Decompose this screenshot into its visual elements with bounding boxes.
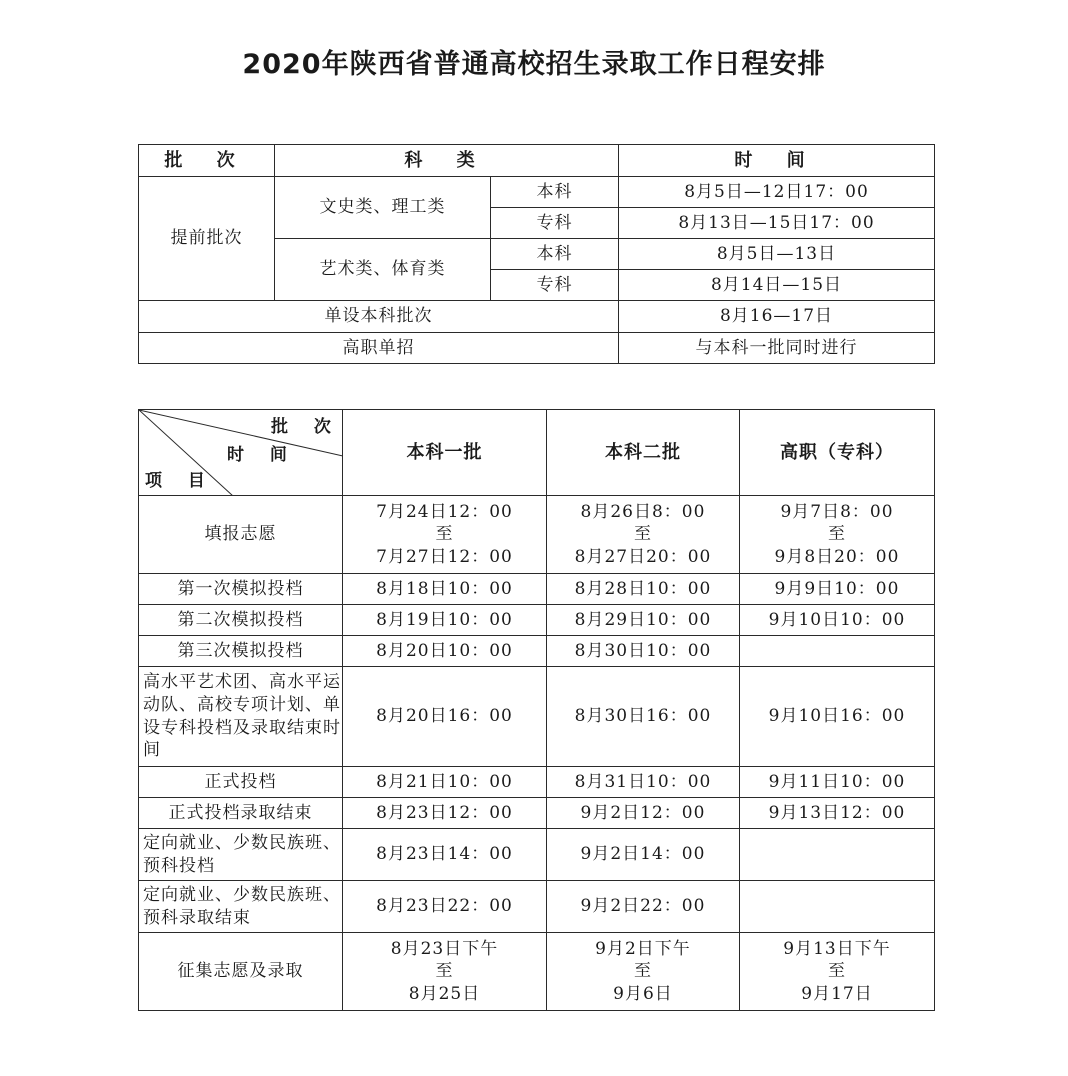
date-line: 9月9日10：00 <box>774 578 900 599</box>
table-row <box>139 177 935 208</box>
date-line: 8月19日10：00 <box>376 609 513 630</box>
date-line: 8月23日22：00 <box>376 896 513 917</box>
date-cell <box>343 496 547 574</box>
level-cell: 本科 <box>491 177 619 208</box>
item-label: 第三次模拟投档 <box>139 636 343 667</box>
header-batch: 批 次 <box>139 145 275 177</box>
date-line: 8月23日14：00 <box>376 844 513 865</box>
date-cell <box>740 574 935 605</box>
date-cell <box>547 667 740 767</box>
time-cell: 8月16—17日 <box>619 301 935 333</box>
date-line: 9月6日 <box>613 983 673 1004</box>
date-line: 9月8日20：00 <box>774 546 900 567</box>
time-cell: 与本科一批同时进行 <box>619 333 935 364</box>
item-label: 正式投档 <box>139 767 343 798</box>
date-line: 8月23日下午 <box>390 939 499 960</box>
table-row <box>139 496 935 574</box>
item-label: 填报志愿 <box>139 496 343 574</box>
corner-header <box>139 410 343 496</box>
date-cell <box>547 574 740 605</box>
row-label: 单设本科批次 <box>139 301 619 333</box>
table-row <box>139 605 935 636</box>
date-cell <box>343 605 547 636</box>
date-cell <box>740 496 935 574</box>
date-cell <box>343 667 547 767</box>
date-line: 8月18日10：00 <box>376 578 513 599</box>
time-cell: 8月5日—12日17：00 <box>619 177 935 208</box>
date-line: 8月28日10：00 <box>574 578 712 599</box>
date-line: 7月24日12：00 <box>376 502 513 523</box>
corner-time-label: 时 间 <box>227 445 297 465</box>
time-cell: 8月13日—15日17：00 <box>619 208 935 239</box>
date-line: 9月7日8：00 <box>780 502 894 523</box>
date-line: 8月20日10：00 <box>376 640 513 661</box>
date-line: 至 <box>634 524 652 545</box>
item-label: 定向就业、少数民族班、预科投档 <box>139 829 343 881</box>
date-line: 9月2日22：00 <box>580 896 706 917</box>
date-cell <box>343 767 547 798</box>
date-cell <box>343 933 547 1011</box>
group-name: 艺术类、体育类 <box>275 239 491 301</box>
date-line: 9月2日12：00 <box>580 802 706 823</box>
date-cell <box>740 798 935 829</box>
date-line: 8月29日10：00 <box>574 609 712 630</box>
date-line: 7月27日12：00 <box>376 546 513 567</box>
group-name: 文史类、理工类 <box>275 177 491 239</box>
item-label: 高水平艺术团、高水平运动队、高校专项计划、单设专科投档及录取结束时间 <box>139 667 343 767</box>
date-line: 9月11日10：00 <box>768 771 906 792</box>
early-batch-label: 提前批次 <box>139 177 275 301</box>
date-line: 9月13日下午 <box>783 939 891 960</box>
header-category: 科 类 <box>275 145 619 177</box>
date-cell <box>343 798 547 829</box>
table-row <box>139 636 935 667</box>
date-line: 8月25日 <box>408 983 481 1004</box>
level-cell: 专科 <box>491 208 619 239</box>
page-title: 2020年陕西省普通高校招生录取工作日程安排 <box>242 49 826 80</box>
date-line: 8月31日10：00 <box>574 771 712 792</box>
table-row <box>139 333 935 364</box>
date-cell <box>740 881 935 933</box>
date-line: 至 <box>435 524 454 545</box>
date-cell <box>547 605 740 636</box>
time-cell: 8月5日—13日 <box>619 239 935 270</box>
date-cell <box>547 798 740 829</box>
item-label: 第二次模拟投档 <box>139 605 343 636</box>
level-cell: 本科 <box>491 239 619 270</box>
date-cell <box>343 881 547 933</box>
date-line: 8月30日10：00 <box>574 640 712 661</box>
date-cell <box>343 636 547 667</box>
date-cell <box>343 829 547 881</box>
date-line: 8月30日16：00 <box>574 706 712 727</box>
date-line: 至 <box>828 524 846 545</box>
date-line: 8月26日8：00 <box>580 502 706 523</box>
admission-batch-table <box>138 144 935 364</box>
date-line: 8月20日16：00 <box>376 706 513 727</box>
admission-schedule-table <box>138 409 935 1011</box>
time-cell: 8月14日—15日 <box>619 270 935 301</box>
row-label: 高职单招 <box>139 333 619 364</box>
date-line: 9月10日16：00 <box>768 706 906 727</box>
date-cell <box>343 574 547 605</box>
date-line: 8月21日10：00 <box>376 771 513 792</box>
table-row <box>139 881 935 933</box>
date-cell <box>547 829 740 881</box>
date-line: 8月27日20：00 <box>574 546 712 567</box>
item-label: 第一次模拟投档 <box>139 574 343 605</box>
table-row <box>139 798 935 829</box>
date-line: 8月23日12：00 <box>376 802 513 823</box>
table-row <box>139 767 935 798</box>
table-row <box>139 574 935 605</box>
date-cell <box>547 767 740 798</box>
date-line: 至 <box>634 961 652 982</box>
corner-item-label: 项 目 <box>145 471 215 491</box>
table-row <box>139 829 935 881</box>
date-line: 9月13日12：00 <box>768 802 906 823</box>
date-cell <box>740 829 935 881</box>
table-row <box>139 301 935 333</box>
corner-batch-label: 批 次 <box>271 417 341 437</box>
table-header-row <box>139 145 935 177</box>
date-line: 9月10日10：00 <box>768 609 906 630</box>
date-line: 至 <box>828 961 846 982</box>
table-header-row <box>139 410 935 496</box>
item-label: 征集志愿及录取 <box>139 933 343 1011</box>
date-cell <box>740 933 935 1011</box>
header-time: 时 间 <box>619 145 935 177</box>
date-cell <box>740 767 935 798</box>
date-line: 9月2日下午 <box>595 939 691 960</box>
column-header: 高职（专科） <box>740 410 935 496</box>
date-line: 9月17日 <box>801 983 873 1004</box>
table-row <box>139 933 935 1011</box>
item-label: 定向就业、少数民族班、预科录取结束 <box>139 881 343 933</box>
date-cell <box>740 667 935 767</box>
date-cell <box>547 636 740 667</box>
date-cell <box>740 605 935 636</box>
column-header: 本科一批 <box>343 410 547 496</box>
level-cell: 专科 <box>491 270 619 301</box>
date-cell <box>547 933 740 1011</box>
date-line: 9月2日14：00 <box>580 844 706 865</box>
date-cell <box>740 636 935 667</box>
date-cell <box>547 881 740 933</box>
table-row <box>139 667 935 767</box>
item-label: 正式投档录取结束 <box>139 798 343 829</box>
column-header: 本科二批 <box>547 410 740 496</box>
date-cell <box>547 496 740 574</box>
date-line: 至 <box>435 961 454 982</box>
